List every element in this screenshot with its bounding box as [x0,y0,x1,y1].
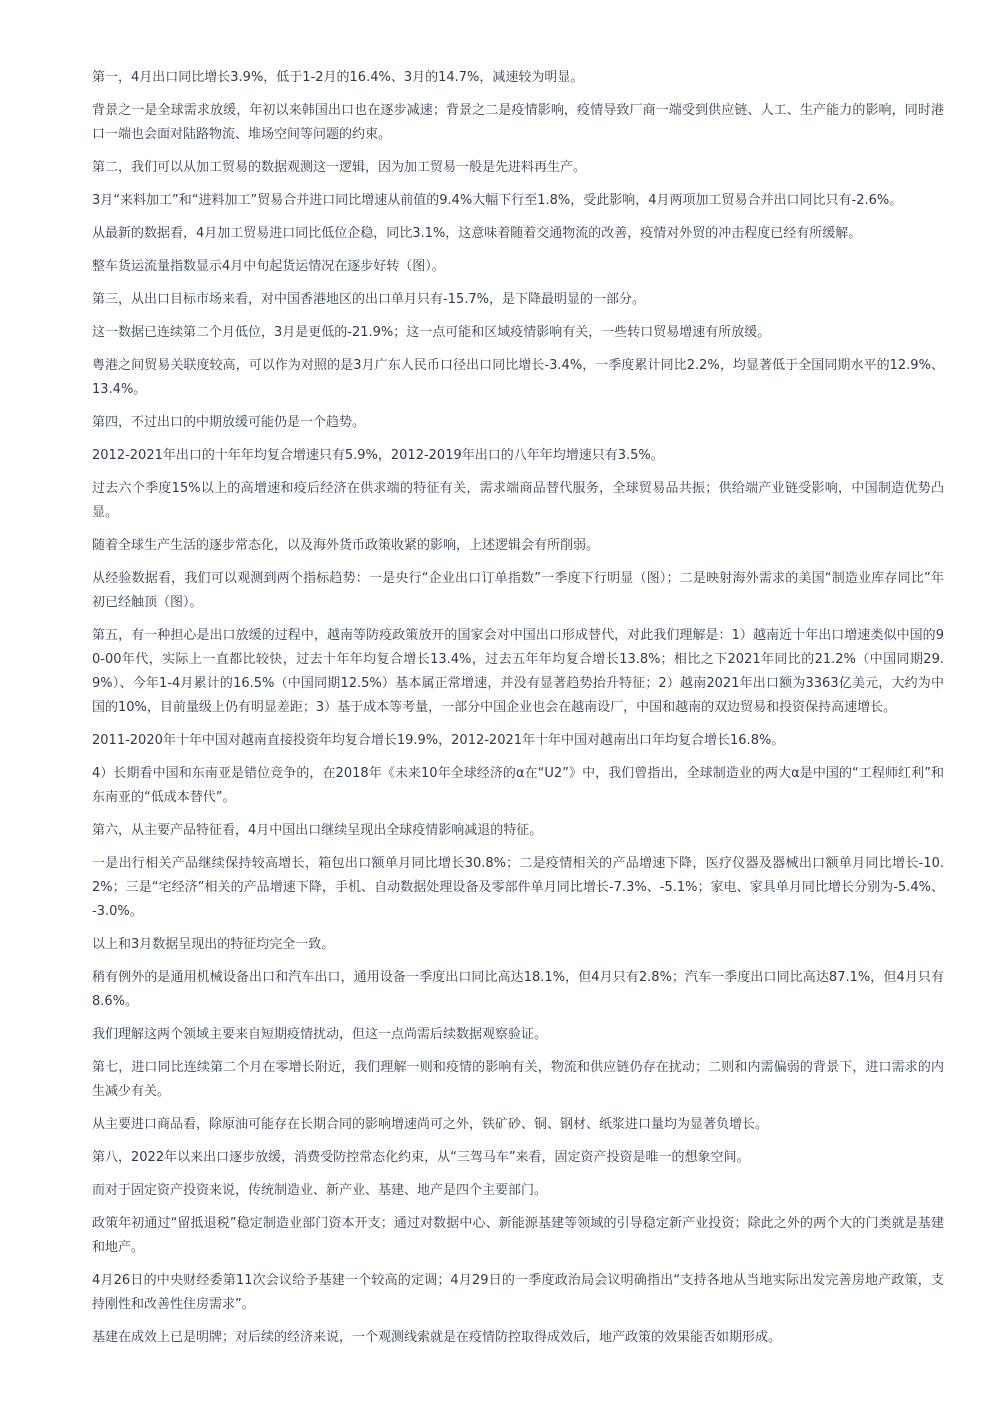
paragraph-17: 4）长期看中国和东南亚是错位竞争的，在2018年《未来10年全球经济的α在“U2”》中，我们曾指出，全球制造业的两大α是中国的“工程师红利”和东南亚的“低成本替代”。 [92,766,944,805]
paragraph-2: 背景之一是全球需求放缓，年初以来韩国出口也在逐步减速；背景之二是疫情影响，疫情导致厂商一端受到供应链、人工、生产能力的影响，同时港口一端也会面对陆路物流、堆场空间等问题的约束。 [92,103,944,142]
paragraph-12: 过去六个季度15%以上的高增速和疫后经济在供求端的特征有关，需求端商品替代服务，全球贸易品共振；供给端产业链受影响，中国制造优势凸显。 [92,481,944,520]
paragraph-9: 粤港之间贸易关联度较高，可以作为对照的是3月广东人民币口径出口同比增长-3.4%，一季度累计同比2.2%，均显著低于全国同期水平的12.9%、13.4%。 [92,358,944,397]
paragraph-21: 稍有例外的是通用机械设备出口和汽车出口，通用设备一季度出口同比高达18.1%，但4月只有2.8%；汽车一季度出口同比高达87.1%，但4月只有8.6%。 [92,970,944,1009]
paragraph-8: 这一数据已连续第二个月低位，3月是更低的-21.9%；这一点可能和区域疫情影响有关，一些转口贸易增速有所放缓。 [92,325,771,340]
paragraph-4: 3月“来料加工”和“进料加工”贸易合并进口同比增速从前值的9.4%大幅下行至1.8%，受此影响，4月两项加工贸易合并出口同比只有-2.6%。 [92,193,903,208]
paragraph-25: 第八，2022年以来出口逐步放缓，消费受防控常态化约束，从“三驾马车”来看，固定资产投资是唯一的想象空间。 [92,1150,750,1165]
paragraph-16: 2011-2020年十年中国对越南直接投资年均复合增长19.9%，2012-2021年十年中国对越南出口年均复合增长16.8%。 [92,733,785,748]
paragraph-27: 政策年初通过“留抵退税”稳定制造业部门资本开支；通过对数据中心、新能源基建等领域的引导稳定新产业投资；除此之外的两个大的门类就是基建和地产。 [92,1216,944,1255]
paragraph-1: 第一，4月出口同比增长3.9%，低于1-2月的16.4%、3月的14.7%，减速较为明显。 [92,70,584,85]
paragraph-24: 从主要进口商品看，除原油可能存在长期合同的影响增速尚可之外，铁矿砂、铜、钢材、纸浆进口量均为显著负增长。 [92,1117,769,1132]
paragraph-6: 整车货运流量指数显示4月中旬起货运情况在逐步好转（图）。 [92,259,445,274]
paragraph-29: 基建在成效上已是明牌；对后续的经济来说，一个观测线索就是在疫情防控取得成效后，地产政策的效果能否如期形成。 [92,1330,782,1345]
paragraph-11: 2012-2021年出口的十年年均复合增速只有5.9%，2012-2019年出口的八年年均增速只有3.5%。 [92,448,664,463]
paragraph-19: 一是出行相关产品继续保持较高增长，箱包出口额单月同比增长30.8%；二是疫情相关的产品增速下降，医疗仪器及器械出口额单月同比增长-10.2%；三是“宅经济”相关的产品增速下降，手机、自动数据处理设备及零部件单月同比增长-7.3%、-5.1%；家电、家具单月同比增长分别为-5.4%、-3.0%。 [92,856,944,919]
paragraph-23: 第七，进口同比连续第二个月在零增长附近，我们理解一则和疫情的影响有关，物流和供应链仍存在扰动；二则和内需偏弱的背景下，进口需求的内生减少有关。 [92,1060,944,1099]
paragraph-22: 我们理解这两个领域主要来自短期疫情扰动，但这一点尚需后续数据观察验证。 [92,1027,548,1042]
paragraph-3: 第二，我们可以从加工贸易的数据观测这一逻辑，因为加工贸易一般是先进料再生产。 [92,160,587,175]
paragraph-28: 4月26日的中央财经委第11次会议给予基建一个较高的定调；4月29日的一季度政治局会议明确指出“支持各地从当地实际出发完善房地产政策，支持刚性和改善性住房需求”。 [92,1273,944,1312]
document-body [92,66,944,1359]
paragraph-7: 第三，从出口目标市场来看，对中国香港地区的出口单月只有-15.7%，是下降最明显的一部分。 [92,292,645,307]
paragraph-26: 而对于固定资产投资来说，传统制造业、新产业、基建、地产是四个主要部门。 [92,1183,548,1198]
paragraph-20: 以上和3月数据呈现出的特征均完全一致。 [92,937,335,952]
paragraph-13: 随着全球生产生活的逐步常态化，以及海外货币政策收紧的影响，上述逻辑会有所削弱。 [92,538,600,553]
paragraph-15: 第五，有一种担心是出口放缓的过程中，越南等防疫政策放开的国家会对中国出口形成替代，对此我们理解是：1）越南近十年出口增速类似中国的90-00年代，实际上一直都比较快，过去十年年均复合增长13.4%，过去五年年均复合增长13.8%；相比之下2021年同比的21.2%（中国同期29.9%）、今年1-4月累计的16.5%（中国同期12.5%）基本属正常增速，并没有显著趋势抬升特征；2）越南2021年出口额为3363亿美元，大约为中国的10%，目前量级上仍有明显差距；3）基于成本等考量，一部分中国企业也会在越南设厂，中国和越南的双边贸易和投资保持高速增长。 [92,628,944,715]
paragraph-5: 从最新的数据看，4月加工贸易进口同比低位企稳，同比3.1%，这意味着随着交通物流的改善，疫情对外贸的冲击程度已经有所缓解。 [92,226,862,241]
paragraph-18: 第六，从主要产品特征看，4月中国出口继续呈现出全球疫情影响减退的特征。 [92,823,543,838]
paragraph-14: 从经验数据看，我们可以观测到两个指标趋势：一是央行“企业出口订单指数”一季度下行明显（图）；二是映射海外需求的美国“制造业库存同比”年初已经触顶（图）。 [92,571,944,610]
paragraph-10: 第四，不过出口的中期放缓可能仍是一个趋势。 [92,415,366,430]
